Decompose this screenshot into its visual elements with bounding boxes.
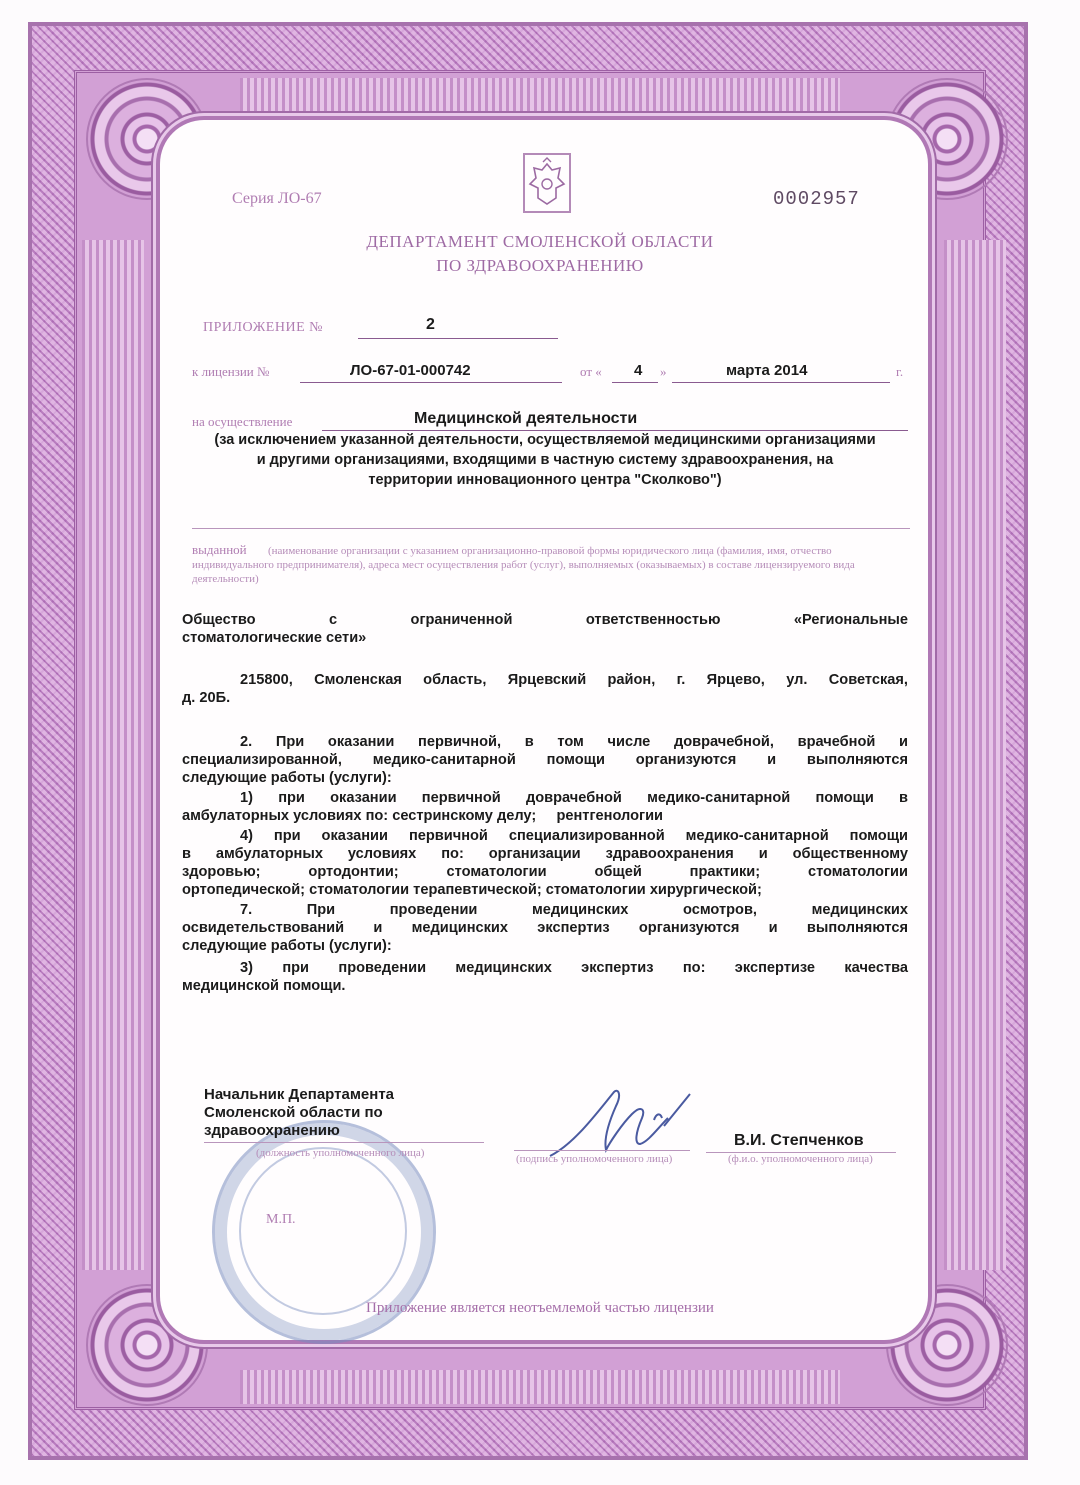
coat-of-arms-emblem: [522, 152, 572, 214]
activity-label: на осуществление: [192, 414, 293, 429]
signatory-position-line2: Смоленской области по: [204, 1104, 383, 1121]
license-month-year: марта 2014: [726, 362, 808, 379]
organization-name-line2: стоматологические сети»: [182, 630, 367, 646]
signature-underline: [514, 1150, 690, 1151]
activity-title: Медицинской деятельности: [414, 410, 638, 427]
license-month-underline: [672, 382, 890, 383]
form-number: 0002957: [773, 188, 860, 210]
appendix-underline: [358, 338, 558, 339]
bottom-ornament-band: [240, 1370, 840, 1404]
seal-label: М.П.: [266, 1212, 296, 1227]
license-label: к лицензии №: [192, 364, 270, 379]
services-line-11: освидетельствований и медицинских экспертиз организуются и выполняются: [182, 920, 908, 936]
services-line-7: в амбулаторных условиях по: организации здравоохранения и общественному: [182, 846, 908, 862]
issued-note-line1: (наименование организации с указанием организационно-правовой формы юридического лица (фамилия, имя, отчество: [268, 545, 832, 557]
signature-caption: (подпись уполномоченного лица): [516, 1153, 673, 1165]
license-year-suffix: г.: [896, 364, 904, 379]
services-line-9: ортопедической; стоматологии терапевтической; стоматологии хирургической;: [182, 882, 762, 898]
top-ornament-band: [240, 78, 840, 112]
appendix-label: ПРИЛОЖЕНИЕ №: [203, 320, 323, 335]
activity-underline: [322, 430, 908, 431]
signatory-name: В.И. Степченков: [734, 1132, 864, 1149]
license-number-underline: [300, 382, 562, 383]
services-line-13: 3) при проведении медицинских экспертиз по: экспертизе качества: [240, 960, 908, 976]
services-line-1: 2. При оказании первичной, в том числе доврачебной, врачебной и: [240, 734, 908, 750]
left-ornament-band: [82, 240, 144, 1270]
services-line-6: 4) при оказании первичной специализированной медико-санитарной помощи: [240, 828, 908, 844]
license-day: 4: [634, 362, 643, 379]
position-underline: [204, 1142, 484, 1143]
services-line-8: здоровью; ортодонтии; стоматологии общей практики; стоматологии: [182, 864, 908, 880]
services-line-5: амбулаторных условиях по: сестринскому делу; рентгенологии: [182, 808, 664, 824]
footer-note: Приложение является неотъемлемой частью лицензии: [366, 1300, 714, 1316]
services-line-4: 1) при оказании первичной доврачебной медико-санитарной помощи в: [240, 790, 908, 806]
activity-detail-line1: (за исключением указанной деятельности, осуществляемой медицинскими организациями: [214, 432, 876, 448]
position-caption: (должность уполномоченного лица): [256, 1147, 425, 1159]
name-caption: (ф.и.о. уполномоченного лица): [728, 1153, 873, 1165]
organization-address-line1: 215800, Смоленская область, Ярцевский район, г. Ярцево, ул. Советская,: [240, 672, 908, 688]
license-number: ЛО-67-01-000742: [350, 362, 471, 379]
services-line-2: специализированной, медико-санитарной помощи организуются и выполняются: [182, 752, 908, 768]
activity-blank-underline: [192, 528, 910, 529]
services-line-12: следующие работы (услуги):: [182, 938, 392, 954]
issued-label: выданной: [192, 542, 247, 557]
activity-detail-line3: территории инновационного центра "Сколково"): [368, 472, 722, 488]
license-date-from-label: от «: [580, 364, 602, 379]
signatory-position-line3: здравоохранению: [204, 1122, 340, 1139]
seal-inner-ring: [239, 1147, 407, 1315]
issued-note-line3: деятельности): [192, 573, 259, 585]
activity-detail-line2: и другими организациями, входящими в частную систему здравоохранения, на: [256, 452, 834, 468]
department-title-line1: ДЕПАРТАМЕНТ СМОЛЕНСКОЙ ОБЛАСТИ: [366, 232, 714, 251]
license-day-close: »: [660, 364, 667, 379]
organization-address-line2: д. 20Б.: [182, 690, 231, 706]
services-line-3: следующие работы (услуги):: [182, 770, 392, 786]
signatory-position-line1: Начальник Департамента: [204, 1086, 395, 1103]
issued-note-line2: индивидуального предпринимателя), адреса мест осуществления работ (услуг), выполняемых (оказываемых) в составе лицензируемого вида: [192, 559, 855, 571]
services-line-10: 7. При проведении медицинских осмотров, медицинских: [240, 902, 908, 918]
department-title-line2: ПО ЗДРАВООХРАНЕНИЮ: [436, 256, 644, 275]
license-day-underline: [612, 382, 658, 383]
series-label: Серия ЛО-67: [232, 190, 322, 207]
services-line-14: медицинской помощи.: [182, 978, 346, 994]
right-ornament-band: [944, 240, 1006, 1270]
organization-name-line1: Общество с ограниченной ответственностью «Региональные: [182, 612, 908, 628]
appendix-number: 2: [426, 316, 435, 333]
